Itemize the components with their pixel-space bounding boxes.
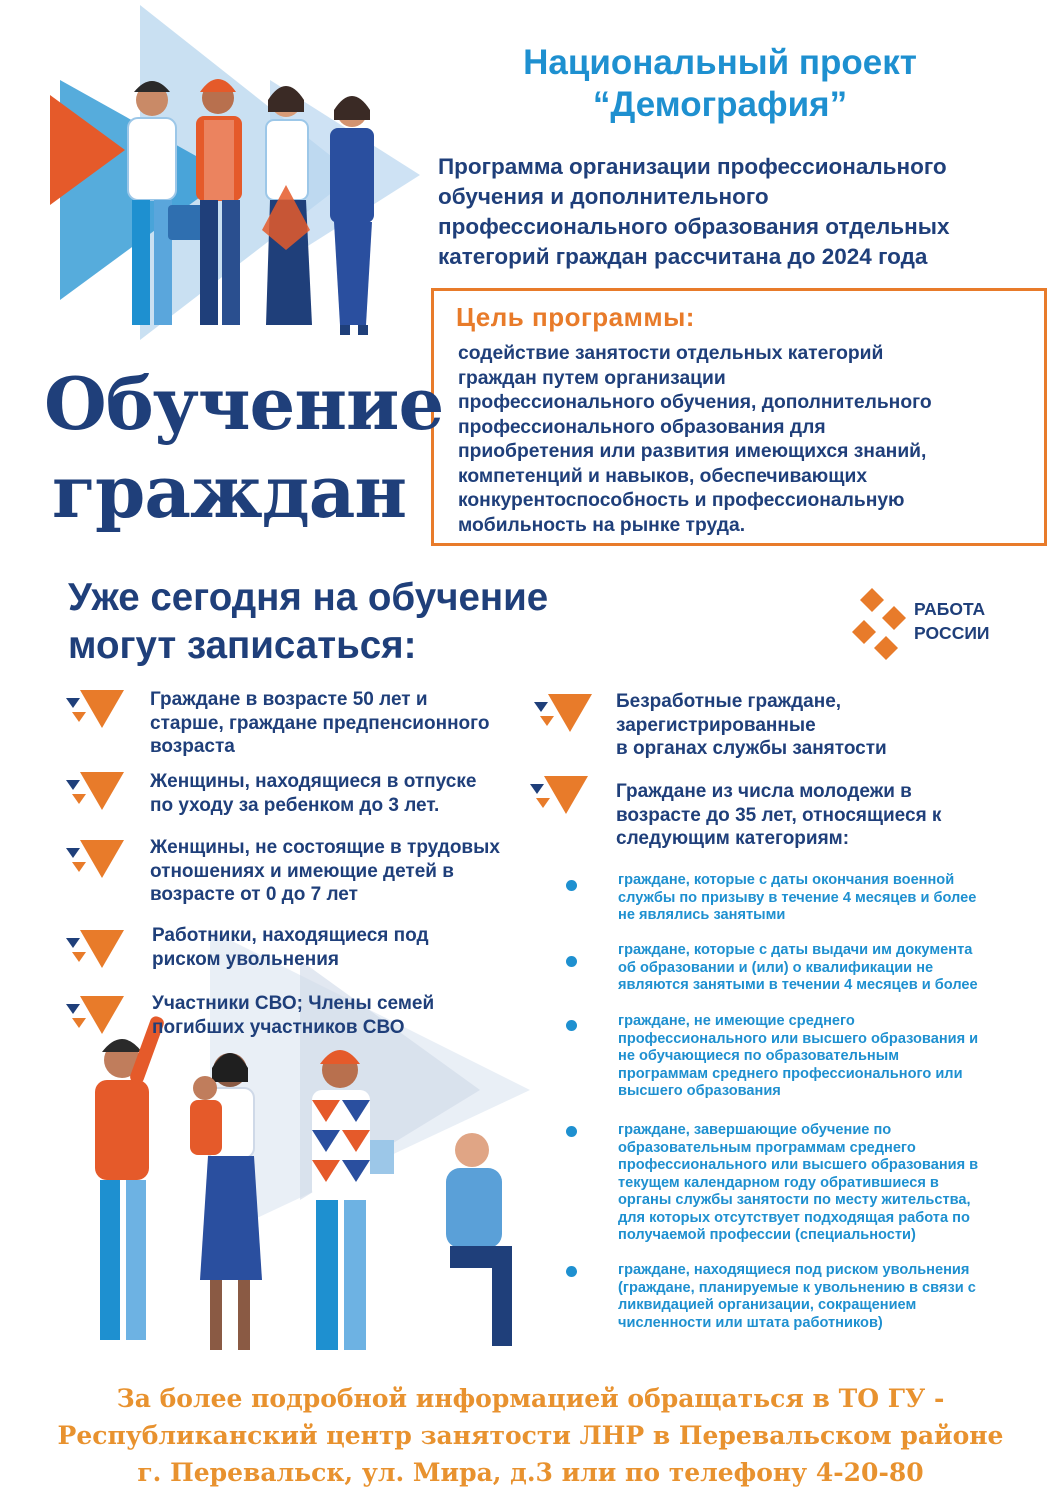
- sub-item-line: об образовании и (или) о квалификации не: [618, 959, 934, 976]
- enroll-heading: [68, 574, 788, 670]
- sub-list-item: [618, 942, 1038, 995]
- program-line: обучения и дополнительного: [438, 184, 769, 209]
- bullet-dot-icon: [566, 880, 577, 891]
- list-item: [150, 836, 550, 907]
- logo-line2: РОССИИ: [914, 623, 990, 643]
- list-item: [150, 770, 540, 817]
- program-line: категорий граждан рассчитана до 2024 года: [438, 244, 928, 269]
- sub-item-line: получаемой профессии (специальности): [618, 1227, 916, 1243]
- logo-text: [914, 597, 990, 645]
- sub-item-line: профессионального или высшего образования в: [618, 1157, 979, 1173]
- item-line: в органах службы занятости: [616, 738, 887, 759]
- sub-item-line: граждане, завершающие обучение по: [618, 1122, 892, 1138]
- goal-line: компетенций и навыков, обеспечивающих: [458, 465, 868, 487]
- item-line: возраста: [150, 736, 235, 757]
- triangle-bullet-icon: [66, 930, 126, 970]
- logo-line1: РАБОТА: [914, 599, 986, 619]
- sub-item-line: образовательным программам среднего: [618, 1139, 916, 1156]
- goal-line: профессионального обучения, дополнительного: [458, 392, 932, 413]
- goal-line: конкурентоспособность и профессиональную: [458, 490, 905, 511]
- item-line: погибших участников СВО: [152, 1016, 405, 1038]
- big-title: [44, 360, 444, 536]
- item-line: возрасте от 0 до 7 лет: [150, 884, 358, 905]
- triangle-bullet-icon: [66, 996, 126, 1036]
- enroll-line1: Уже сегодня на обучение: [68, 576, 549, 619]
- sub-list-item: [618, 1262, 1038, 1332]
- goal-line: профессионального образования для: [458, 416, 826, 438]
- list-item: [152, 924, 542, 971]
- sub-item-line: программам среднего профессионального или: [618, 1065, 963, 1082]
- goal-line: содействие занятости отдельных категорий: [458, 343, 884, 364]
- goal-line: приобретения или развития имеющихся знаний,: [458, 441, 927, 462]
- program-line: профессионального образования отдельных: [438, 214, 950, 239]
- list-item: [152, 992, 542, 1039]
- item-line: риском увольнения: [152, 948, 339, 970]
- sub-list-item: [618, 872, 1038, 925]
- goal-text: [458, 342, 1028, 538]
- sub-item-line: не обучающиеся по образовательным: [618, 1048, 899, 1064]
- item-line: отношениях и имеющие детей в: [150, 860, 454, 882]
- item-line: следующим категориям:: [616, 828, 850, 849]
- item-line: Участники СВО; Члены семей: [152, 993, 435, 1014]
- sub-item-line: граждане, находящиеся под риском увольнения: [618, 1262, 970, 1278]
- sub-item-line: текущем календарном году обратившиеся в: [618, 1174, 939, 1191]
- item-line: возрасте до 35 лет, относящиеся к: [616, 804, 942, 826]
- sub-item-line: службы по призыву в течение 4 месяцев и более: [618, 889, 977, 906]
- sub-item-line: граждане, которые с даты выдачи им документа: [618, 942, 973, 958]
- bullet-dot-icon: [566, 1020, 577, 1031]
- item-line: Женщины, не состоящие в трудовых: [150, 837, 500, 858]
- triangle-bullet-icon: [66, 690, 126, 730]
- item-line: Женщины, находящиеся в отпуске: [150, 771, 477, 792]
- item-line: зарегистрированные: [616, 714, 816, 736]
- program-description: [438, 152, 1048, 272]
- bullet-dot-icon: [566, 956, 577, 967]
- sub-item-line: являются занятыми в течении 4 месяцев и более: [618, 977, 978, 993]
- enroll-line2: могут записаться:: [68, 624, 417, 667]
- item-line: старше, граждане предпенсионного: [150, 712, 490, 734]
- sub-item-line: численности или штата работников): [618, 1314, 883, 1331]
- footer-line3: г. Перевальск, ул. Мира, д.3 или по телефону 4-20-80: [137, 1458, 924, 1487]
- triangle-bullet-icon: [530, 776, 590, 816]
- item-line: Безработные граждане,: [616, 691, 842, 712]
- sub-item-line: высшего образования: [618, 1083, 781, 1099]
- big-title-line1: Обучение: [44, 361, 444, 446]
- sub-item-line: не являлись занятыми: [618, 907, 786, 923]
- workers-illustration: [40, 0, 440, 350]
- sub-item-line: ликвидацией организации, сокращением: [618, 1297, 917, 1313]
- sub-list-item: [618, 1013, 1038, 1101]
- triangle-bullet-icon: [66, 772, 126, 812]
- bullet-dot-icon: [566, 1126, 577, 1137]
- program-line: Программа организации профессионального: [438, 154, 947, 179]
- project-title: [440, 42, 1000, 126]
- item-line: по уходу за ребенком до 3 лет.: [150, 794, 440, 816]
- list-item: [150, 688, 540, 759]
- sub-item-line: граждане, которые с даты окончания военной: [618, 872, 955, 888]
- bullet-dot-icon: [566, 1266, 577, 1277]
- footer-line2: Республиканский центр занятости ЛНР в Перевальском районе: [57, 1421, 1004, 1450]
- sub-list-item: [618, 1122, 1038, 1245]
- sub-item-line: профессионального или высшего образования и: [618, 1030, 979, 1047]
- item-line: Работники, находящиеся под: [152, 925, 429, 946]
- item-line: Граждане из числа молодежи в: [616, 781, 912, 802]
- list-item: [616, 780, 1036, 851]
- item-line: Граждане в возрасте 50 лет и: [150, 689, 428, 710]
- sub-item-line: (граждане, планируемые к увольнению в связи с: [618, 1279, 976, 1296]
- project-title-line1: Национальный проект: [523, 43, 917, 82]
- contact-footer: [0, 1380, 1061, 1491]
- project-title-line2: “Демография”: [592, 85, 848, 124]
- triangle-bullet-icon: [66, 840, 126, 880]
- goal-line: мобильность на рынке труда.: [458, 514, 746, 536]
- sub-item-line: для которых отсутствует подходящая работа по: [618, 1209, 970, 1226]
- list-item: [616, 690, 1036, 761]
- footer-line1: За более подробной информацией обращаться в ТО ГУ -: [116, 1384, 945, 1413]
- sub-item-line: граждане, не имеющие среднего: [618, 1013, 855, 1029]
- goal-title: Цель программы:: [456, 302, 695, 332]
- sub-item-line: органы службы занятости по месту жительства,: [618, 1192, 971, 1208]
- triangle-bullet-icon: [534, 694, 594, 734]
- goal-line: граждан путем организации: [458, 367, 726, 389]
- big-title-line2: граждан: [51, 449, 407, 534]
